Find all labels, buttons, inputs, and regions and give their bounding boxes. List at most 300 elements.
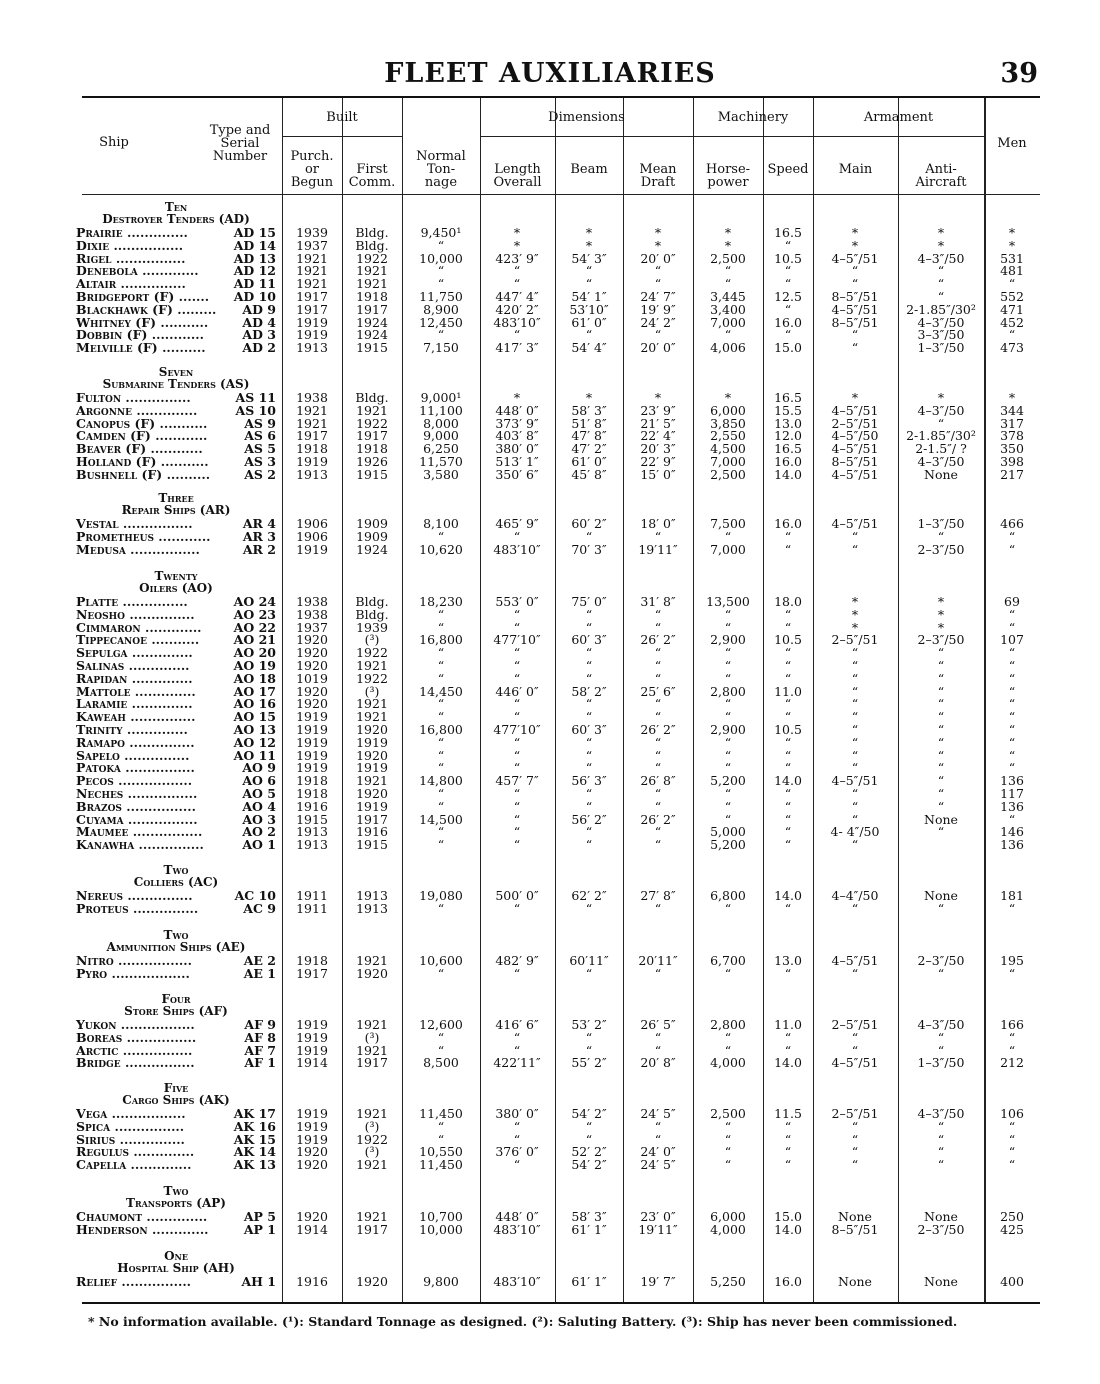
speed-cell: “ [784, 824, 792, 840]
tonnage-cell: “ [437, 528, 445, 544]
tonnage-cell: “ [437, 619, 445, 635]
length-cell: “ [513, 263, 521, 279]
purch-cell: 1918 [296, 773, 328, 789]
length-cell: 483′10″ [493, 1274, 541, 1289]
tonnage-cell: 9,000¹ [420, 390, 462, 405]
purch-cell: 1917 [296, 301, 328, 317]
main-armament-cell: * [851, 619, 859, 635]
anti-aircraft-cell: None [924, 466, 958, 482]
length-cell: 422′11″ [493, 1055, 541, 1071]
ship-name: Altair ............... [76, 276, 186, 292]
purch-cell: 1919 [296, 541, 328, 557]
header-tonnage: Normal Ton- nage [416, 149, 466, 190]
first-comm-cell: 1918 [356, 289, 388, 304]
men-cell: 146 [1000, 824, 1024, 840]
type-serial: AO 12 [233, 734, 276, 750]
draft-cell: “ [654, 696, 662, 712]
men-cell: 69 [1004, 594, 1020, 609]
beam-cell: “ [585, 1029, 593, 1045]
draft-cell: “ [654, 263, 662, 279]
speed-cell: “ [784, 301, 792, 317]
tonnage-cell: 9,450¹ [420, 225, 462, 240]
horsepower-cell: 3,850 [710, 415, 746, 431]
beam-cell: “ [585, 837, 593, 853]
tonnage-cell: “ [437, 696, 445, 712]
purch-cell: 1917 [296, 428, 328, 444]
first-comm-cell: Bldg. [355, 606, 389, 622]
table-row [0, 543, 1100, 556]
main-armament-cell: 4–5″/51 [831, 441, 879, 457]
anti-aircraft-cell: “ [937, 289, 945, 304]
beam-cell: 45′ 8″ [571, 466, 607, 482]
header-main: Main [838, 162, 873, 177]
anti-aircraft-cell: “ [937, 1029, 945, 1045]
beam-cell: * [585, 390, 593, 405]
ship-cell [76, 341, 276, 354]
length-cell: 513′ 1″ [495, 454, 539, 469]
first-comm-cell: (³) [364, 1029, 380, 1045]
ship-name: Boreas ................ [76, 1029, 197, 1045]
beam-cell: “ [585, 824, 593, 840]
length-cell: 420′ 2″ [495, 301, 539, 317]
ship-cell [76, 543, 276, 556]
tonnage-cell: “ [437, 900, 445, 916]
anti-aircraft-cell: 4–3″/50 [917, 402, 965, 418]
ship-name: Medusa ................ [76, 541, 200, 557]
men-cell: 344 [1000, 402, 1024, 418]
ship-name: Dobbin (F) ............ [76, 327, 204, 343]
purch-cell: 1919 [296, 734, 328, 750]
horsepower-cell: “ [724, 1042, 732, 1058]
tonnage-cell: “ [437, 658, 445, 673]
men-cell: 217 [1000, 466, 1024, 482]
speed-cell: “ [784, 263, 792, 279]
speed-cell: “ [784, 1118, 792, 1134]
type-serial: AO 5 [242, 786, 276, 801]
draft-cell: “ [654, 900, 662, 916]
ship-name: Kanawha ............... [76, 837, 204, 853]
ship-name: Mattole .............. [76, 683, 196, 699]
main-armament-cell: * [851, 225, 859, 240]
horsepower-cell: * [724, 390, 732, 405]
type-serial: AR 3 [242, 528, 276, 544]
ship-name: Bushnell (F) .......... [76, 466, 211, 482]
anti-aircraft-cell: “ [937, 670, 945, 686]
type-serial: AD 10 [233, 289, 276, 304]
length-cell: * [513, 237, 521, 253]
speed-cell: “ [784, 327, 792, 343]
men-cell: 107 [1000, 632, 1024, 648]
draft-cell: “ [654, 619, 662, 635]
ship-name: Henderson ............. [76, 1221, 209, 1237]
tonnage-cell: “ [437, 645, 445, 661]
purch-cell: 1913 [296, 837, 328, 853]
tonnage-cell: “ [437, 965, 445, 981]
purch-cell: 1019 [296, 670, 328, 686]
anti-aircraft-cell: “ [937, 965, 945, 981]
speed-cell: “ [784, 747, 792, 763]
beam-cell: 61′ 1″ [571, 1274, 607, 1289]
main-armament-cell: “ [851, 658, 859, 673]
horsepower-cell: “ [724, 645, 732, 661]
beam-cell: 53′10″ [569, 301, 609, 317]
ship-name: Relief ................ [76, 1274, 192, 1289]
ship-name: Prairie .............. [76, 225, 188, 240]
horsepower-cell: “ [724, 670, 732, 686]
header-subrule [282, 136, 402, 137]
draft-cell: “ [654, 734, 662, 750]
speed-cell: 14.0 [774, 888, 802, 903]
tonnage-cell: 18,230 [419, 594, 463, 609]
horsepower-cell: “ [724, 658, 732, 673]
purch-cell: 1938 [296, 606, 328, 622]
first-comm-cell: 1917 [356, 811, 388, 827]
men-cell: 195 [1000, 953, 1024, 968]
draft-cell: “ [654, 837, 662, 853]
type-serial: AO 19 [233, 658, 276, 673]
main-armament-cell: None [838, 1209, 872, 1224]
horsepower-cell: * [724, 237, 732, 253]
horsepower-cell: “ [724, 619, 732, 635]
tonnage-cell: “ [437, 237, 445, 253]
draft-cell: 19′ 7″ [640, 1274, 676, 1289]
table-row [0, 1158, 1100, 1171]
main-armament-cell: 4–5″/51 [831, 301, 879, 317]
length-cell: 477′10″ [493, 722, 541, 737]
ship-cell [76, 902, 276, 915]
first-comm-cell: 1921 [356, 1017, 388, 1032]
draft-cell: 20′11″ [638, 953, 678, 968]
tonnage-cell: 10,700 [419, 1209, 463, 1224]
horsepower-cell: “ [724, 747, 732, 763]
ship-cell [76, 1158, 276, 1171]
anti-aircraft-cell: “ [937, 415, 945, 431]
first-comm-cell: Bldg. [355, 390, 389, 405]
type-serial: AC 10 [234, 888, 276, 903]
first-comm-cell: 1917 [356, 428, 388, 444]
type-serial: AH 1 [241, 1274, 276, 1289]
speed-cell: “ [784, 276, 792, 292]
tonnage-cell: 7,150 [423, 340, 459, 356]
length-cell: “ [513, 528, 521, 544]
draft-cell: “ [654, 327, 662, 343]
main-armament-cell: “ [851, 1157, 859, 1173]
men-cell: 466 [1000, 516, 1024, 531]
first-comm-cell: 1922 [356, 670, 388, 686]
main-armament-cell: “ [851, 1042, 859, 1058]
horsepower-cell: “ [724, 900, 732, 916]
beam-cell: 52′ 2″ [571, 1144, 607, 1160]
beam-cell: “ [585, 786, 593, 801]
main-armament-cell: 8–5″/51 [831, 314, 879, 330]
speed-cell: 14.0 [774, 773, 802, 789]
anti-aircraft-cell: 4–3″/50 [917, 1017, 965, 1032]
horsepower-cell: 2,500 [710, 466, 746, 482]
length-cell: “ [513, 645, 521, 661]
first-comm-cell: 1922 [356, 645, 388, 661]
beam-cell: 54′ 3″ [571, 250, 607, 266]
anti-aircraft-cell: “ [937, 824, 945, 840]
beam-cell: 61′ 0″ [571, 314, 607, 330]
horsepower-cell: “ [724, 1029, 732, 1045]
anti-aircraft-cell: “ [937, 773, 945, 789]
speed-cell: 12.5 [774, 289, 802, 304]
men-cell: 212 [1000, 1055, 1024, 1071]
type-serial: AO 15 [233, 709, 276, 725]
tonnage-cell: 10,600 [419, 953, 463, 968]
header-subrule [480, 136, 693, 137]
table-row [0, 1223, 1100, 1236]
speed-cell: 16.0 [774, 314, 802, 330]
anti-aircraft-cell: 3–3″/50 [917, 327, 965, 343]
anti-aircraft-cell: “ [937, 276, 945, 292]
speed-cell: “ [784, 786, 792, 801]
tonnage-cell: “ [437, 1029, 445, 1045]
header-anti-aircraft: Anti- Aircraft [915, 162, 967, 190]
men-cell: “ [1008, 327, 1016, 343]
purch-cell: 1921 [296, 415, 328, 431]
tonnage-cell: “ [437, 760, 445, 776]
horsepower-cell: “ [724, 327, 732, 343]
ship-name: Trinity .............. [76, 722, 188, 737]
length-cell: “ [513, 606, 521, 622]
purch-cell: 1939 [296, 225, 328, 240]
draft-cell: 24′ 5″ [640, 1157, 676, 1173]
page-title: FLEET AUXILIARIES [384, 58, 716, 89]
main-armament-cell: “ [851, 327, 859, 343]
horsepower-cell: “ [724, 1118, 732, 1134]
men-cell: “ [1008, 670, 1016, 686]
speed-cell: 10.5 [774, 250, 802, 266]
tonnage-cell: 11,450 [419, 1106, 463, 1121]
first-comm-cell: 1924 [356, 314, 388, 330]
ship-name: Argonne .............. [76, 402, 198, 418]
first-comm-cell: (³) [364, 1118, 380, 1134]
type-serial: AO 17 [233, 683, 276, 699]
beam-cell: 51′ 8″ [571, 415, 607, 431]
first-comm-cell: 1921 [356, 953, 388, 968]
horsepower-cell: “ [724, 786, 732, 801]
first-comm-cell: 1919 [356, 734, 388, 750]
table-row [0, 838, 1100, 851]
draft-cell: “ [654, 528, 662, 544]
speed-cell: 18.0 [774, 594, 802, 609]
horsepower-cell: “ [724, 798, 732, 814]
first-comm-cell: (³) [364, 683, 380, 699]
main-armament-cell: 4–5″/51 [831, 1055, 879, 1071]
first-comm-cell: (³) [364, 632, 380, 648]
draft-cell: 20′ 0″ [640, 250, 676, 266]
ship-name: Nereus ............... [76, 888, 193, 903]
draft-cell: 24′ 2″ [640, 314, 676, 330]
draft-cell: 21′ 5″ [640, 415, 676, 431]
beam-cell: 58′ 2″ [571, 683, 607, 699]
type-serial: AE 2 [243, 953, 276, 968]
ship-name: Cimmaron ............. [76, 619, 202, 635]
length-cell: 482′ 9″ [495, 953, 539, 968]
draft-cell: 19′11″ [638, 541, 678, 557]
horsepower-cell: “ [724, 276, 732, 292]
type-serial: AO 3 [242, 811, 276, 827]
header-subrule [693, 136, 813, 137]
main-armament-cell: 4–5″/51 [831, 250, 879, 266]
speed-cell: 11.0 [774, 1017, 802, 1032]
ship-name: Patoka ................ [76, 760, 195, 776]
type-serial: AS 11 [235, 390, 276, 405]
draft-cell: 24′ 5″ [640, 1106, 676, 1121]
men-cell: “ [1008, 747, 1016, 763]
header-type-serial: Type and Serial Number [209, 123, 271, 164]
men-cell: 136 [1000, 798, 1024, 814]
group-heading: Ten Destroyer Tenders (AD) [102, 200, 250, 226]
draft-cell: “ [654, 670, 662, 686]
tonnage-cell: “ [437, 276, 445, 292]
tonnage-cell: 9,000 [423, 428, 459, 444]
first-comm-cell: 1922 [356, 250, 388, 266]
type-serial: AO 11 [233, 747, 276, 763]
speed-cell: 16.0 [774, 454, 802, 469]
beam-cell: 61′ 0″ [571, 454, 607, 469]
purch-cell: 1921 [296, 276, 328, 292]
table-row [0, 341, 1100, 354]
tonnage-cell: “ [437, 606, 445, 622]
type-serial: AO 22 [233, 619, 276, 635]
first-comm-cell: 1921 [356, 263, 388, 279]
horsepower-cell: 6,800 [710, 888, 746, 903]
draft-cell: 26′ 8″ [640, 773, 676, 789]
first-comm-cell: Bldg. [355, 237, 389, 253]
tonnage-cell: 12,600 [419, 1017, 463, 1032]
main-armament-cell: 4–5″/50 [831, 428, 879, 444]
ship-cell [76, 468, 276, 481]
length-cell: 553′ 0″ [495, 594, 539, 609]
anti-aircraft-cell: “ [937, 786, 945, 801]
draft-cell: “ [654, 824, 662, 840]
bottom-rule [82, 1302, 1040, 1304]
header-speed: Speed [767, 162, 809, 177]
purch-cell: 1938 [296, 390, 328, 405]
beam-cell: 61′ 1″ [571, 1221, 607, 1237]
horsepower-cell: “ [724, 696, 732, 712]
type-serial: AO 20 [233, 645, 276, 661]
length-cell: “ [513, 798, 521, 814]
tonnage-cell: 8,900 [423, 301, 459, 317]
draft-cell: 23′ 0″ [640, 1209, 676, 1224]
anti-aircraft-cell: 2–3″/50 [917, 1221, 965, 1237]
men-cell: “ [1008, 900, 1016, 916]
type-serial: AK 17 [233, 1106, 276, 1121]
men-cell: “ [1008, 760, 1016, 776]
type-serial: AO 4 [242, 798, 276, 814]
purch-cell: 1914 [296, 1221, 328, 1237]
type-serial: AR 2 [242, 541, 276, 557]
beam-cell: 47′ 8″ [571, 428, 607, 444]
length-cell: “ [513, 747, 521, 763]
tonnage-cell: 10,550 [419, 1144, 463, 1160]
ship-name: Proteus ............... [76, 900, 199, 916]
first-comm-cell: Bldg. [355, 594, 389, 609]
tonnage-cell: “ [437, 734, 445, 750]
main-armament-cell: “ [851, 528, 859, 544]
horsepower-cell: 4,500 [710, 441, 746, 457]
draft-cell: 23′ 9″ [640, 402, 676, 418]
type-serial: AF 8 [244, 1029, 276, 1045]
draft-cell: 22′ 4″ [640, 428, 676, 444]
first-comm-cell: 1924 [356, 327, 388, 343]
length-cell: “ [513, 619, 521, 635]
beam-cell: “ [585, 619, 593, 635]
first-comm-cell: 1922 [356, 415, 388, 431]
type-serial: AO 2 [242, 824, 276, 840]
speed-cell: “ [784, 619, 792, 635]
horsepower-cell: 3,400 [710, 301, 746, 317]
type-serial: AD 2 [242, 340, 276, 356]
anti-aircraft-cell: “ [937, 696, 945, 712]
men-cell: “ [1008, 683, 1016, 699]
ship-name: Melville (F) .......... [76, 340, 206, 356]
purch-cell: 1920 [296, 1157, 328, 1173]
men-cell: “ [1008, 1118, 1016, 1134]
purch-cell: 1919 [296, 709, 328, 725]
anti-aircraft-cell: “ [937, 760, 945, 776]
header-machinery: Machinery [717, 110, 789, 125]
horsepower-cell: “ [724, 528, 732, 544]
main-armament-cell: “ [851, 747, 859, 763]
length-cell: “ [513, 837, 521, 853]
ship-cell [76, 1056, 276, 1069]
type-serial: AF 1 [244, 1055, 276, 1071]
table-row [0, 1275, 1100, 1288]
main-armament-cell: 4–5″/51 [831, 773, 879, 789]
beam-cell: 75′ 0″ [571, 594, 607, 609]
draft-cell: 19′11″ [638, 1221, 678, 1237]
type-serial: AP 1 [243, 1221, 276, 1237]
type-serial: AS 3 [244, 454, 276, 469]
first-comm-cell: 1909 [356, 528, 388, 544]
purch-cell: 1920 [296, 632, 328, 648]
type-serial: AD 9 [242, 301, 276, 317]
purch-cell: 1921 [296, 263, 328, 279]
first-comm-cell: Bldg. [355, 225, 389, 240]
group-heading: Two Transports (AP) [126, 1184, 226, 1210]
men-cell: 452 [1000, 314, 1024, 330]
speed-cell: “ [784, 811, 792, 827]
main-armament-cell: “ [851, 541, 859, 557]
ship-name: Regulus .............. [76, 1144, 195, 1160]
draft-cell: “ [654, 276, 662, 292]
length-cell: “ [513, 658, 521, 673]
anti-aircraft-cell: * [937, 225, 945, 240]
main-armament-cell: “ [851, 709, 859, 725]
length-cell: 403′ 8″ [495, 428, 539, 444]
purch-cell: 1913 [296, 824, 328, 840]
beam-cell: “ [585, 670, 593, 686]
header-beam: Beam [570, 162, 608, 177]
type-serial: AS 5 [244, 441, 276, 457]
draft-cell: 22′ 9″ [640, 454, 676, 469]
men-cell: “ [1008, 722, 1016, 737]
length-cell: “ [513, 1042, 521, 1058]
draft-cell: “ [654, 1029, 662, 1045]
horsepower-cell: 6,700 [710, 953, 746, 968]
speed-cell: “ [784, 1042, 792, 1058]
main-armament-cell: * [851, 594, 859, 609]
draft-cell: * [654, 237, 662, 253]
draft-cell: 27′ 8″ [640, 888, 676, 903]
first-comm-cell: 1917 [356, 1221, 388, 1237]
men-cell: “ [1008, 709, 1016, 725]
purch-cell: 1917 [296, 965, 328, 981]
